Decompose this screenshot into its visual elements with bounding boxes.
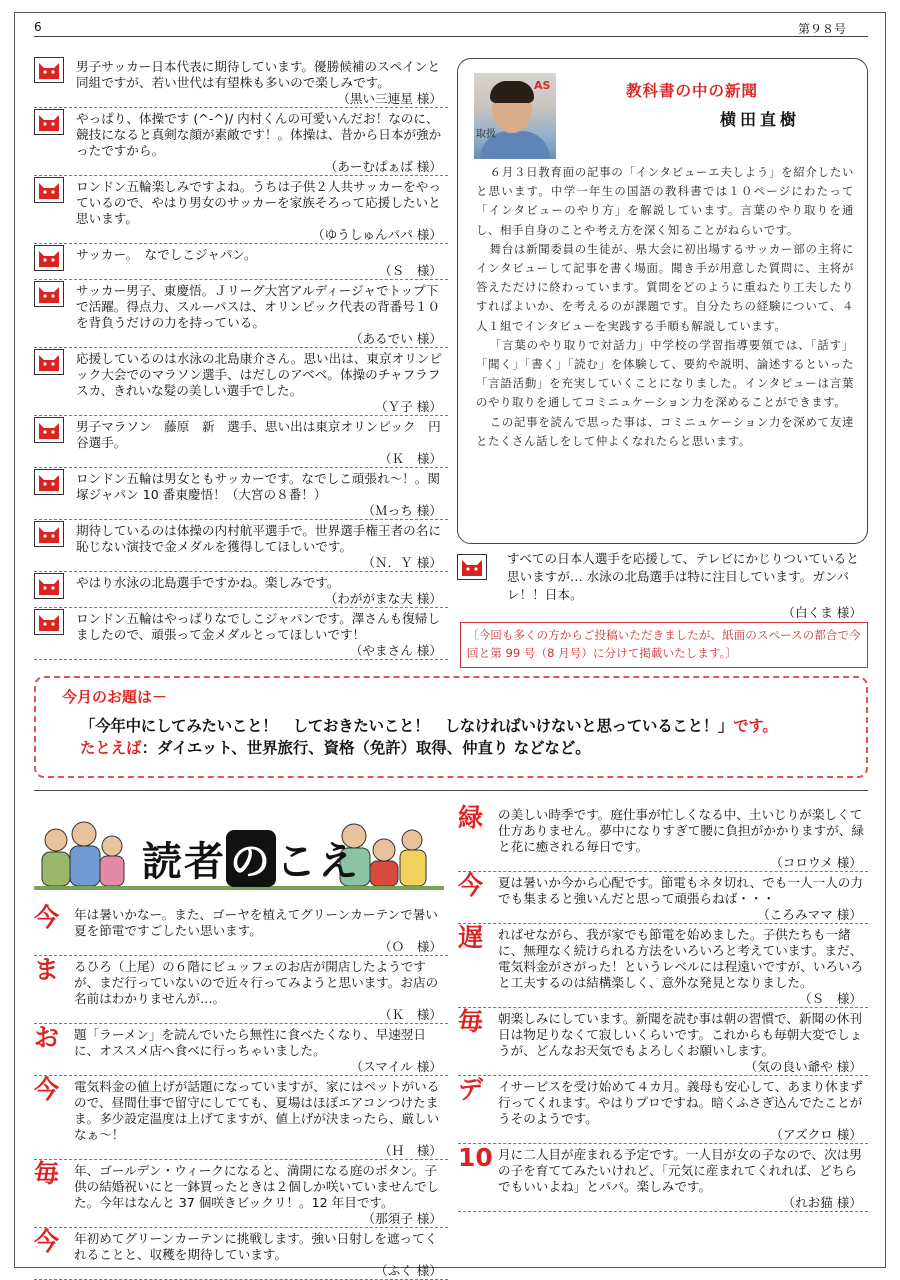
voice-signature: （Ｏ 様） [379, 939, 442, 954]
post-text: すべての日本人選手を応援して、テレビにかじりついていると思いますが… 水泳の北島選手は特に注目しています。ガンバレ！！日本。 [507, 551, 859, 602]
post-signature: （Ｙ子 様） [375, 399, 442, 414]
reader-post [34, 468, 448, 520]
article-paragraph: 「言葉のやり取りで対話力」中学校の学習指導要領では、「話す」「聞く」「書く」「読む」を体験して、要約や説明、論述するといった「言語活動」を充実していくことになりました。インタビューは言葉のやり取りを通してコミニュケーション力を深めることができます。 [476, 337, 854, 410]
voice-text: イサービスを受け始めて４カ月。義母も安心して、あまり休まず行ってくれます。やはりプロですね。暗くふさぎ込んでたことがうそのようです。 [498, 1079, 863, 1126]
voice-post [34, 1076, 448, 1160]
reader-post [34, 244, 448, 280]
voice-initial: 今 [458, 871, 484, 900]
voice-signature: （れお猫 様） [782, 1195, 862, 1210]
cat-icon [34, 609, 64, 635]
voice-post [34, 1024, 448, 1076]
reader-post [34, 280, 448, 348]
voice-post [458, 872, 868, 924]
voice-signature: （Ｈ 様） [379, 1143, 442, 1158]
voice-initial: ま [34, 955, 60, 984]
voice-signature: （Ｓ 様） [799, 991, 862, 1006]
reader-post [34, 176, 448, 244]
article-paragraph: この記事を読んで思った事は、コミニュケーション力を深めて友達とたくさん話しをして仲よくなれたらと思います。 [476, 414, 854, 448]
cat-icon [34, 245, 64, 271]
post-signature: （Ｋ 様） [379, 451, 442, 466]
post-text: 応援しているのは水泳の北島康介さん。思い出は、東京オリンピック大会でのマラソン選手、はだしのアベベ。体操のチャフラフスカ、きれいな髪の美しい選手でした。 [76, 351, 442, 398]
voice-text: 電気料金の値上げが話題になっていますが、家にはペットがいるので、昼間仕事で留守にしてても、夏場はほぼエアコンつけたまま。多少設定温度は上げてますが、値上げが決まったら、厳しいなぁ～！ [74, 1079, 440, 1142]
cat-icon [457, 554, 487, 580]
reader-post [34, 108, 448, 176]
post-signature: （黒い三連星 様） [337, 91, 442, 106]
post-text: 期待しているのは体操の内村航平選手で。世界選手権王者の名に恥じない演技で金メダルを獲得してほしいです。 [76, 523, 441, 554]
cat-icon [34, 417, 64, 443]
voice-initial: 毎 [34, 1159, 60, 1188]
article-paragraph: 舞台は新聞委員の生徒が、県大会に初出場するサッカー部の主将にインタビューして記事を書く場面。聞き手が用意した質問に、主将が答えただけに終わっています。質問をどのように重ねたり工夫したりすればよいか、を考えるのが課題です。自分たちの経験について、４人１組でインタビューを実践する手順も解説しています。 [476, 241, 854, 333]
banner-title [142, 830, 360, 887]
voice-post [458, 1008, 868, 1076]
voice-initial: 今 [34, 1075, 60, 1104]
section-rule [34, 790, 868, 791]
voice-post [34, 904, 448, 956]
voices-left-column [34, 904, 448, 1280]
voice-post [34, 956, 448, 1024]
post-signature: （あるでい 様） [349, 331, 442, 346]
post-signature: （ゆうしゅんパパ 様） [312, 227, 442, 242]
voice-text: の美しい時季です。庭仕事が忙しくなる中、土いじりが楽しくて仕方ありません。夢中になりすぎて腰に負担がかかりますが、緑と花に癒される毎日です。 [498, 807, 864, 854]
voice-post [34, 1160, 448, 1228]
voice-signature: （スマイル 様） [350, 1059, 442, 1074]
voices-right-column [458, 804, 868, 1212]
banner-title-c: こえ [276, 839, 360, 885]
voice-text: 年、ゴールデン・ウィークになると、満開になる庭のボタン。子供の結婚祝いにと一鉢買ったときは２個しか咲いていませんでした。今年はなんと 37 個咲きビックリ！。12 年目です。 [74, 1163, 440, 1210]
voice-signature: （那須子 様） [362, 1211, 442, 1226]
reader-post [34, 572, 448, 608]
voice-post [458, 1076, 868, 1144]
post-signature: （やまさん 様） [349, 643, 442, 658]
voice-initial: デ [458, 1075, 484, 1104]
voice-initial: 10 [458, 1143, 493, 1172]
voice-signature: （Ｋ 様） [379, 1007, 442, 1022]
post-text: ロンドン五輪は男女ともサッカーです。なでしこ頑張れ～！。関塚ジャパン 10 番東慶悟！（大宮の８番！） [76, 471, 440, 502]
post-signature: （白くま 様） [782, 605, 862, 620]
voice-initial: お [34, 1023, 60, 1052]
voice-signature: （アズクロ 様） [770, 1127, 862, 1142]
reader-post [34, 416, 448, 468]
voice-text: 夏は暑いか今から心配です。節電もネタ切れ、でも一人一人の力でも集まると強いんだと思って頑張らねば・・・ [498, 875, 863, 906]
right-post [457, 550, 868, 622]
notice-box: 〔今回も多くの方からご投稿いただきましたが、紙面のスペースの都合で今回と第 99 号（8 月号）に分けて掲載いたします。〕 [460, 622, 868, 668]
article-author: 横田直樹 [720, 110, 801, 129]
voice-signature: （ころみママ 様） [757, 907, 862, 922]
voice-text: 年初めてグリーンカーテンに挑戦します。強い日射しを遮ってくれることと、収穫を期待しています。 [74, 1231, 438, 1262]
article-box [457, 58, 868, 544]
voice-post [458, 1144, 868, 1212]
post-signature: （Ｍっち 様） [362, 503, 442, 518]
voice-initial: 緑 [458, 803, 484, 832]
post-signature: （わががまな夫 様） [324, 591, 442, 606]
voice-post [34, 1228, 448, 1280]
cat-icon [34, 281, 64, 307]
issue-number: 第９８号 [798, 22, 847, 36]
theme-line [80, 714, 778, 736]
post-text: ロンドン五輪はやっぱりなでしこジャパンです。澤さんも復帰しましたので、頑張って金メダルとってほしいです！ [76, 611, 440, 642]
voice-signature: （気の良い爺や 様） [744, 1059, 862, 1074]
cat-icon [34, 177, 64, 203]
voice-post [458, 804, 868, 872]
theme-box [34, 676, 868, 778]
reader-post [34, 348, 448, 416]
cat-icon [34, 469, 64, 495]
voice-text: 月に二人目が産まれる予定です。一人目が女の子なので、次は男の子を育ててみたいけれど、「元気に産まれてくれれば、どちらでもいいよね」とパパ。楽しみです。 [498, 1147, 862, 1194]
article-title: 教科書の中の新聞 [626, 82, 759, 100]
voice-text: 朝楽しみにしています。新聞を読む事は朝の習慣で、新聞の休刊日は物足りなくて寂しいくらいです。これからも毎朝大変でしょうが、どんなお天気でもよろしくお願いします。 [498, 1011, 863, 1058]
post-text: やっぱり、体操です (^-^)/ 内村くんの可愛いんだお！なのに、競技になると真剣な顔が素敵です！。体操は、昔から日本が強かったですから。 [76, 111, 442, 158]
voice-signature: （コロウメ 様） [770, 855, 862, 870]
theme-text: 「今年中にしてみたいこと！ しておきたいこと！ しなければいけないと思っていること！」 [80, 717, 734, 735]
cat-icon [34, 109, 64, 135]
post-text: サッカー。 なでしこジャパン。 [76, 247, 257, 262]
photo-caption: 取扱 [476, 129, 496, 140]
post-text: 男子マラソン 藤原 新 選手、思い出は東京オリンピック 円谷選手。 [76, 419, 441, 450]
cat-icon [34, 573, 64, 599]
post-text: ロンドン五輪楽しみですよね。うちは子供２人共サッカーをやっているので、やはり男女のサッカーを家族そろって応援したいと思います。 [76, 179, 441, 226]
reader-post [34, 520, 448, 572]
reader-post [34, 56, 448, 108]
header-rule [34, 36, 868, 37]
post-text: サッカー男子、東慶悟。Ｊリーグ大宮アルディージャでトップ下で活躍。得点力、スルーパスは、オリンピック代表の背番号１０を背負うだけの力を持っている。 [76, 283, 441, 330]
page-number: 6 [34, 20, 42, 34]
banner-title-b: の [226, 830, 276, 887]
cat-icon [34, 349, 64, 375]
post-signature: （あーむぱぁば 様） [324, 159, 442, 174]
cat-icon [34, 521, 64, 547]
voice-signature: （ふく 様） [375, 1263, 442, 1278]
theme-examples [80, 736, 591, 758]
voice-initial: 毎 [458, 1007, 484, 1036]
article-body [476, 163, 854, 451]
examples-label: たとえば [80, 739, 142, 757]
post-text: やはり水泳の北島選手ですかね。楽しみです。 [76, 575, 340, 590]
post-text: 男子サッカー日本代表に期待しています。優勝候補のスペインと同組ですが、若い世代は有望株も多いので楽しみです。 [76, 59, 440, 90]
voice-initial: 遅 [458, 923, 484, 952]
author-photo [474, 73, 556, 159]
voice-text: 題「ラーメン」を読んでいたら無性に食べたくなり、早速翌日に、オススメ店へ食べに行っちゃいました。 [74, 1027, 426, 1058]
cat-icon [34, 57, 64, 83]
post-signature: （Ｓ 様） [379, 263, 442, 278]
voice-text: 年は暑いかなー。また、ゴーヤを植えてグリーンカーテンで暑い夏を節電ですごしたい思います。 [74, 907, 438, 938]
readers-voice-banner [34, 800, 444, 900]
voice-text: るひろ（上尾）の６階にビュッフェのお店が開店したようですが、まだ行っていないので近々行ってみようと思います。お店の名前はわかりませんが…。 [74, 959, 439, 1006]
voice-post [458, 924, 868, 1008]
theme-label: 今月のお題は－ [62, 688, 168, 706]
voice-text: ればせながら、我が家でも節電を始めました。子供たちも一緒に、無理なく続けられる方法をいろいろと考えています。まだ、電気料金がさがった！というレベルには程遠いですが、いろいろと工夫するのは結構楽しく、意外な発見となりました。 [498, 927, 864, 990]
post-signature: （Ｎ．Ｙ 様） [362, 555, 442, 570]
article-paragraph: ６月３日教育面の記事の「インタビューエ夫しよう」を紹介したいと思います。中学一年生の国語の教科書では１０ページにわたって「インタビューのやり方」を解説しています。言葉のやり取りを通し、相手自身のことや考え方を深く知ることがねらいです。 [476, 165, 854, 237]
examples-text: ：ダイエット、世界旅行、資格（免許）取得、仲直り などなど。 [141, 739, 591, 757]
reader-post [34, 608, 448, 660]
left-posts-column [34, 56, 448, 660]
banner-title-a: 読者 [142, 839, 226, 885]
voice-initial: 今 [34, 1227, 60, 1256]
photo-sign: AS [534, 79, 551, 92]
theme-text-end: です。 [733, 717, 778, 735]
voice-initial: 今 [34, 903, 60, 932]
